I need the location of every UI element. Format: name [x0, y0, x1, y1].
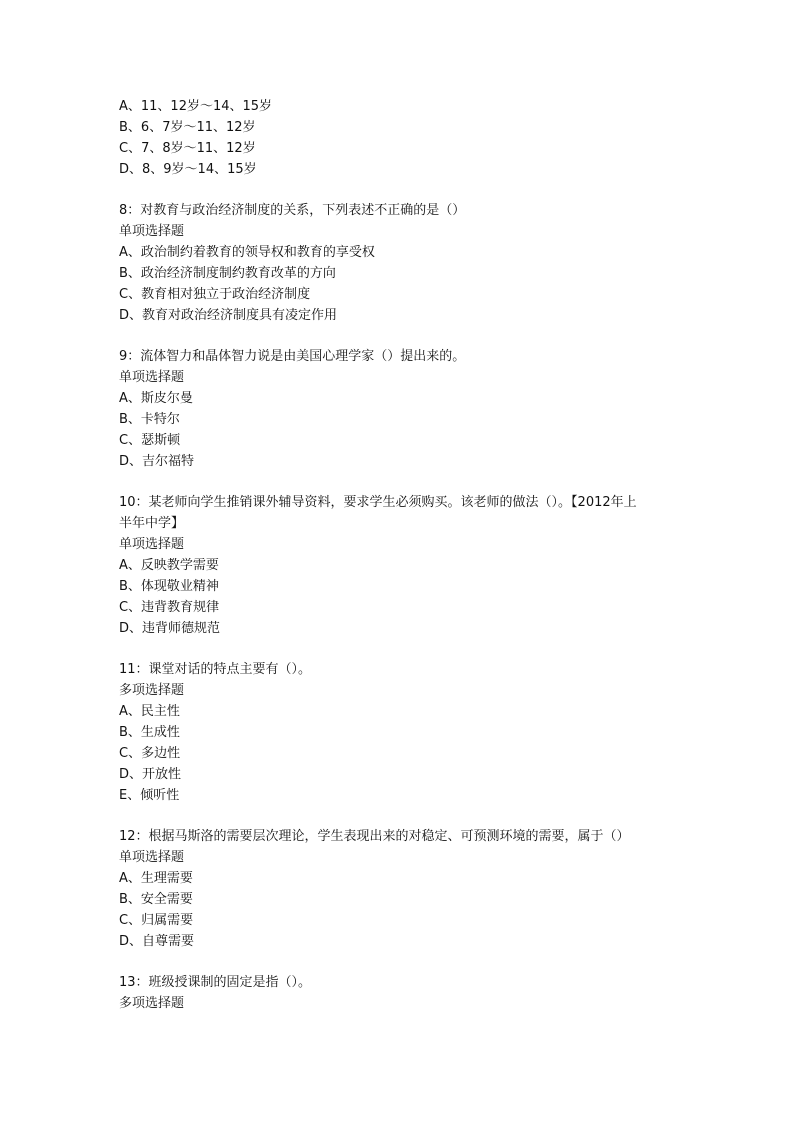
- question-9: [119, 346, 679, 472]
- question-7-options: [119, 96, 679, 180]
- question-type: 多项选择题: [119, 683, 185, 698]
- option-line: D、教育对政治经济制度具有凌定作用: [119, 308, 338, 323]
- question-stem: 9：流体智力和晶体智力说是由美国心理学家（）提出来的。: [119, 349, 466, 364]
- option-line: D、开放性: [119, 767, 182, 782]
- question-stem: 10：某老师向学生推销课外辅导资料，要求学生必须购买。该老师的做法（）。【2012年上: [119, 495, 637, 510]
- option-line: E、倾听性: [119, 788, 180, 803]
- option-line: D、自尊需要: [119, 934, 195, 949]
- option-line: C、违背教育规律: [119, 600, 220, 615]
- option-line: A、斯皮尔曼: [119, 391, 193, 406]
- option-line: B、体现敬业精神: [119, 579, 219, 594]
- option-line: D、吉尔福特: [119, 454, 195, 469]
- option-line: B、生成性: [119, 725, 180, 740]
- option-line: A、生理需要: [119, 871, 193, 886]
- option-line: A、民主性: [119, 704, 180, 719]
- question-type: 单项选择题: [119, 850, 185, 865]
- option-line: B、6、7岁～11、12岁: [119, 120, 256, 135]
- question-stem: 13：班级授课制的固定是指（）。: [119, 975, 312, 990]
- question-10: [119, 492, 679, 639]
- option-line: B、卡特尔: [119, 412, 180, 427]
- document-page: [119, 96, 679, 1014]
- question-type: 单项选择题: [119, 370, 185, 385]
- question-13: [119, 972, 679, 1014]
- option-line: A、反映教学需要: [119, 558, 219, 573]
- question-8: [119, 200, 679, 326]
- option-line: C、多边性: [119, 746, 181, 761]
- option-line: A、11、12岁～14、15岁: [119, 99, 273, 114]
- question-stem: 11：课堂对话的特点主要有（）。: [119, 662, 312, 677]
- option-line: B、政治经济制度制约教育改革的方向: [119, 266, 336, 281]
- option-line: C、教育相对独立于政治经济制度: [119, 287, 311, 302]
- option-line: C、瑟斯顿: [119, 433, 181, 448]
- option-line: A、政治制约着教育的领导权和教育的享受权: [119, 245, 375, 260]
- question-stem-continued: 半年中学】: [119, 516, 185, 531]
- question-11: [119, 659, 679, 806]
- option-line: D、违背师德规范: [119, 621, 221, 636]
- option-line: C、7、8岁～11、12岁: [119, 141, 256, 156]
- question-stem: 12：根据马斯洛的需要层次理论，学生表现出来的对稳定、可预测环境的需要，属于（）: [119, 829, 630, 844]
- question-12: [119, 826, 679, 952]
- question-type: 多项选择题: [119, 996, 185, 1011]
- option-line: D、8、9岁～14、15岁: [119, 162, 257, 177]
- option-line: B、安全需要: [119, 892, 193, 907]
- question-type: 单项选择题: [119, 537, 185, 552]
- option-line: C、归属需要: [119, 913, 194, 928]
- question-type: 单项选择题: [119, 224, 185, 239]
- question-stem: 8：对教育与政治经济制度的关系，下列表述不正确的是（）: [119, 203, 466, 218]
